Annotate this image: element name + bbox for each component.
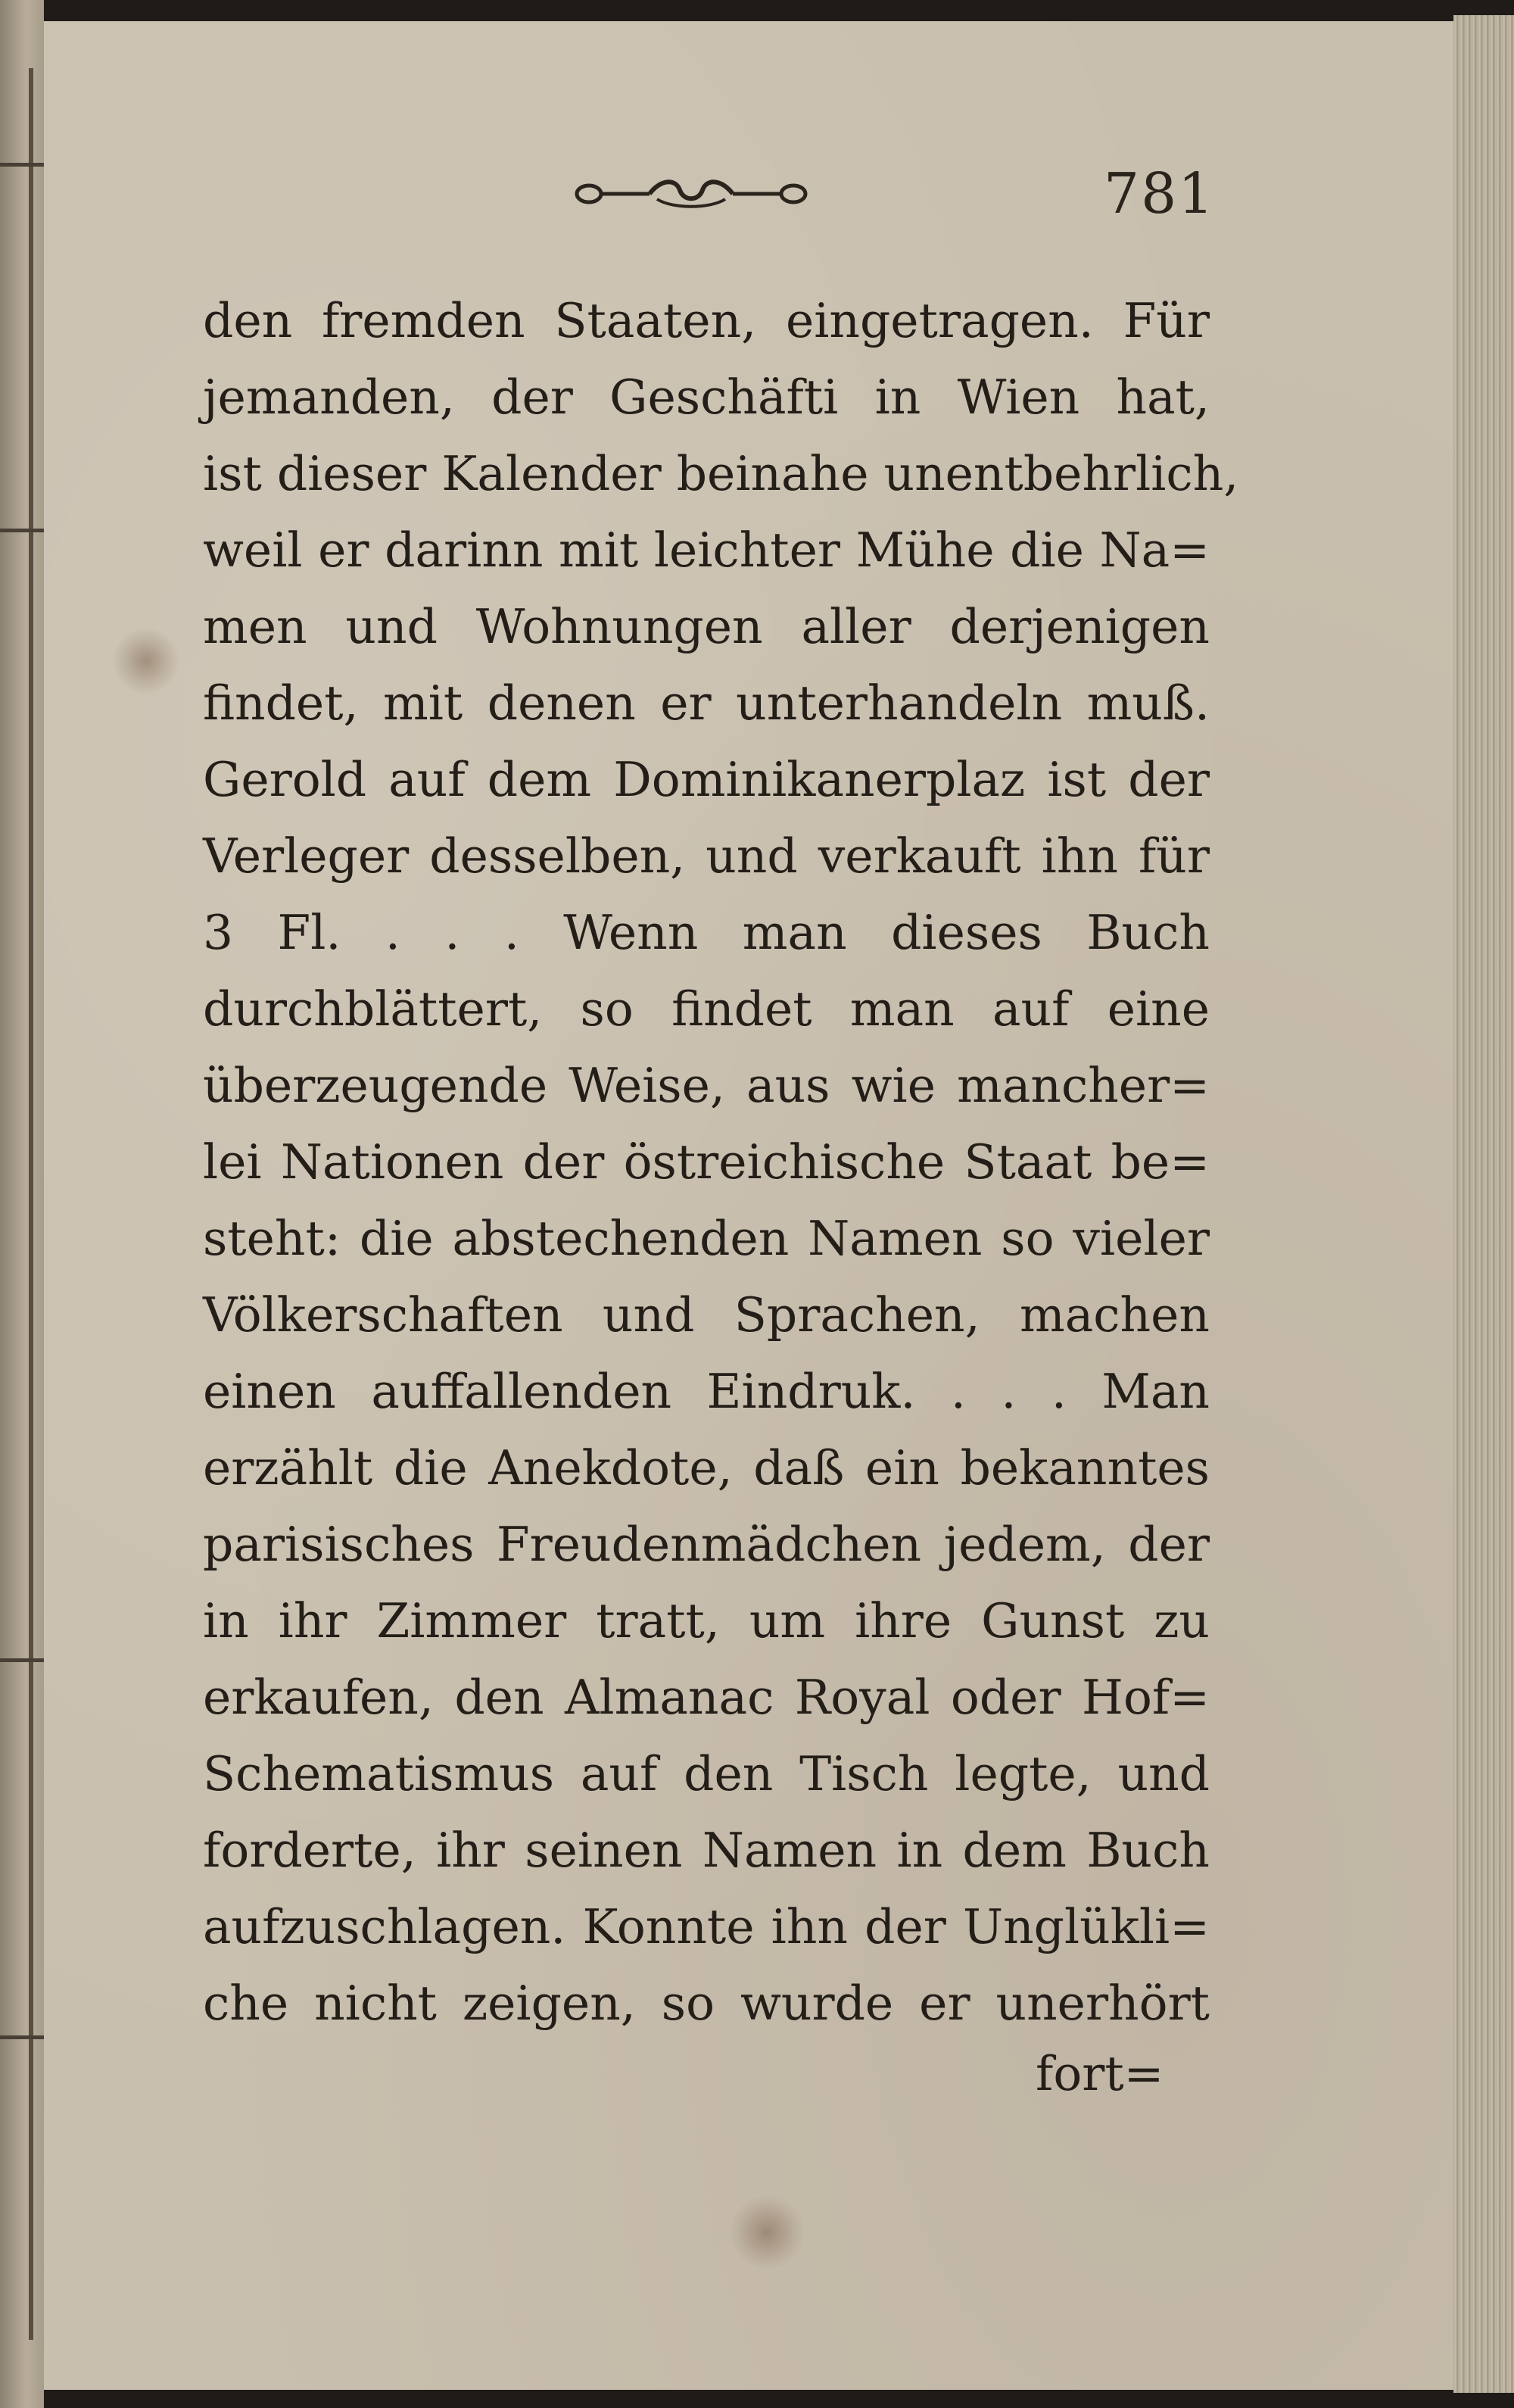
text-line: den fremden Staaten, eingetragen. Für — [203, 293, 1210, 348]
text-line: 3 Fl. . . . Wenn man dieses Buch — [203, 905, 1210, 960]
paper-stain — [112, 627, 180, 695]
page-edges — [1453, 15, 1514, 2393]
text-line: parisisches Freudenmädchen jedem, der — [203, 1517, 1210, 1572]
binding-rule — [29, 68, 33, 2340]
paper-stain — [729, 2194, 805, 2270]
text-line: erkaufen, den Almanac Royal oder Hof= — [203, 1670, 1210, 1725]
text-line: überzeugende Weise, aus wie mancher= — [203, 1058, 1210, 1113]
margin-tick — [0, 163, 45, 167]
left-binding-strip — [0, 0, 44, 2408]
text-line: jemanden, der Geschäfti in Wien hat, — [203, 370, 1210, 425]
page-number: 781 — [1104, 161, 1216, 226]
text-line: Verleger desselben, und verkauft ihn für — [203, 828, 1210, 884]
text-line: findet, mit denen er unterhandeln muß. — [203, 675, 1210, 731]
text-line: ist dieser Kalender beinahe unentbehrlich, — [203, 446, 1239, 501]
text-line: forderte, ihr seinen Namen in dem Buch — [203, 1823, 1210, 1878]
text-line: einen auffallenden Eindruk. . . . Man — [203, 1364, 1210, 1419]
text-line: durchblättert, so findet man auf eine — [203, 981, 1210, 1037]
margin-tick — [0, 1658, 45, 1662]
text-line: aufzuschlagen. Konnte ihn der Unglükli= — [203, 1899, 1210, 1954]
margin-tick — [0, 2035, 45, 2039]
body-text — [203, 282, 1239, 2041]
margin-tick — [0, 529, 45, 532]
text-line: steht: die abstechenden Namen so vieler — [203, 1211, 1210, 1266]
page-header — [44, 161, 1453, 229]
text-line: Schematismus auf den Tisch legte, und — [203, 1746, 1210, 1801]
text-line: in ihr Zimmer tratt, um ihre Gunst zu — [203, 1593, 1210, 1648]
text-line: men und Wohnungen aller derjenigen — [203, 599, 1210, 654]
text-line: che nicht zeigen, so wurde er unerhört — [203, 1976, 1210, 2031]
text-line: erzählt die Anekdote, daß ein bekanntes — [203, 1440, 1210, 1496]
text-line: lei Nationen der östreichische Staat be= — [203, 1134, 1210, 1190]
text-line: weil er darinn mit leichter Mühe die Na= — [203, 522, 1210, 578]
book-page — [44, 21, 1453, 2390]
text-line: Gerold auf dem Dominikanerplaz ist der — [203, 752, 1210, 807]
text-line: Völkerschaften und Sprachen, machen — [203, 1287, 1210, 1343]
ornament-icon — [566, 175, 816, 213]
catchword: fort= — [1036, 2046, 1164, 2101]
